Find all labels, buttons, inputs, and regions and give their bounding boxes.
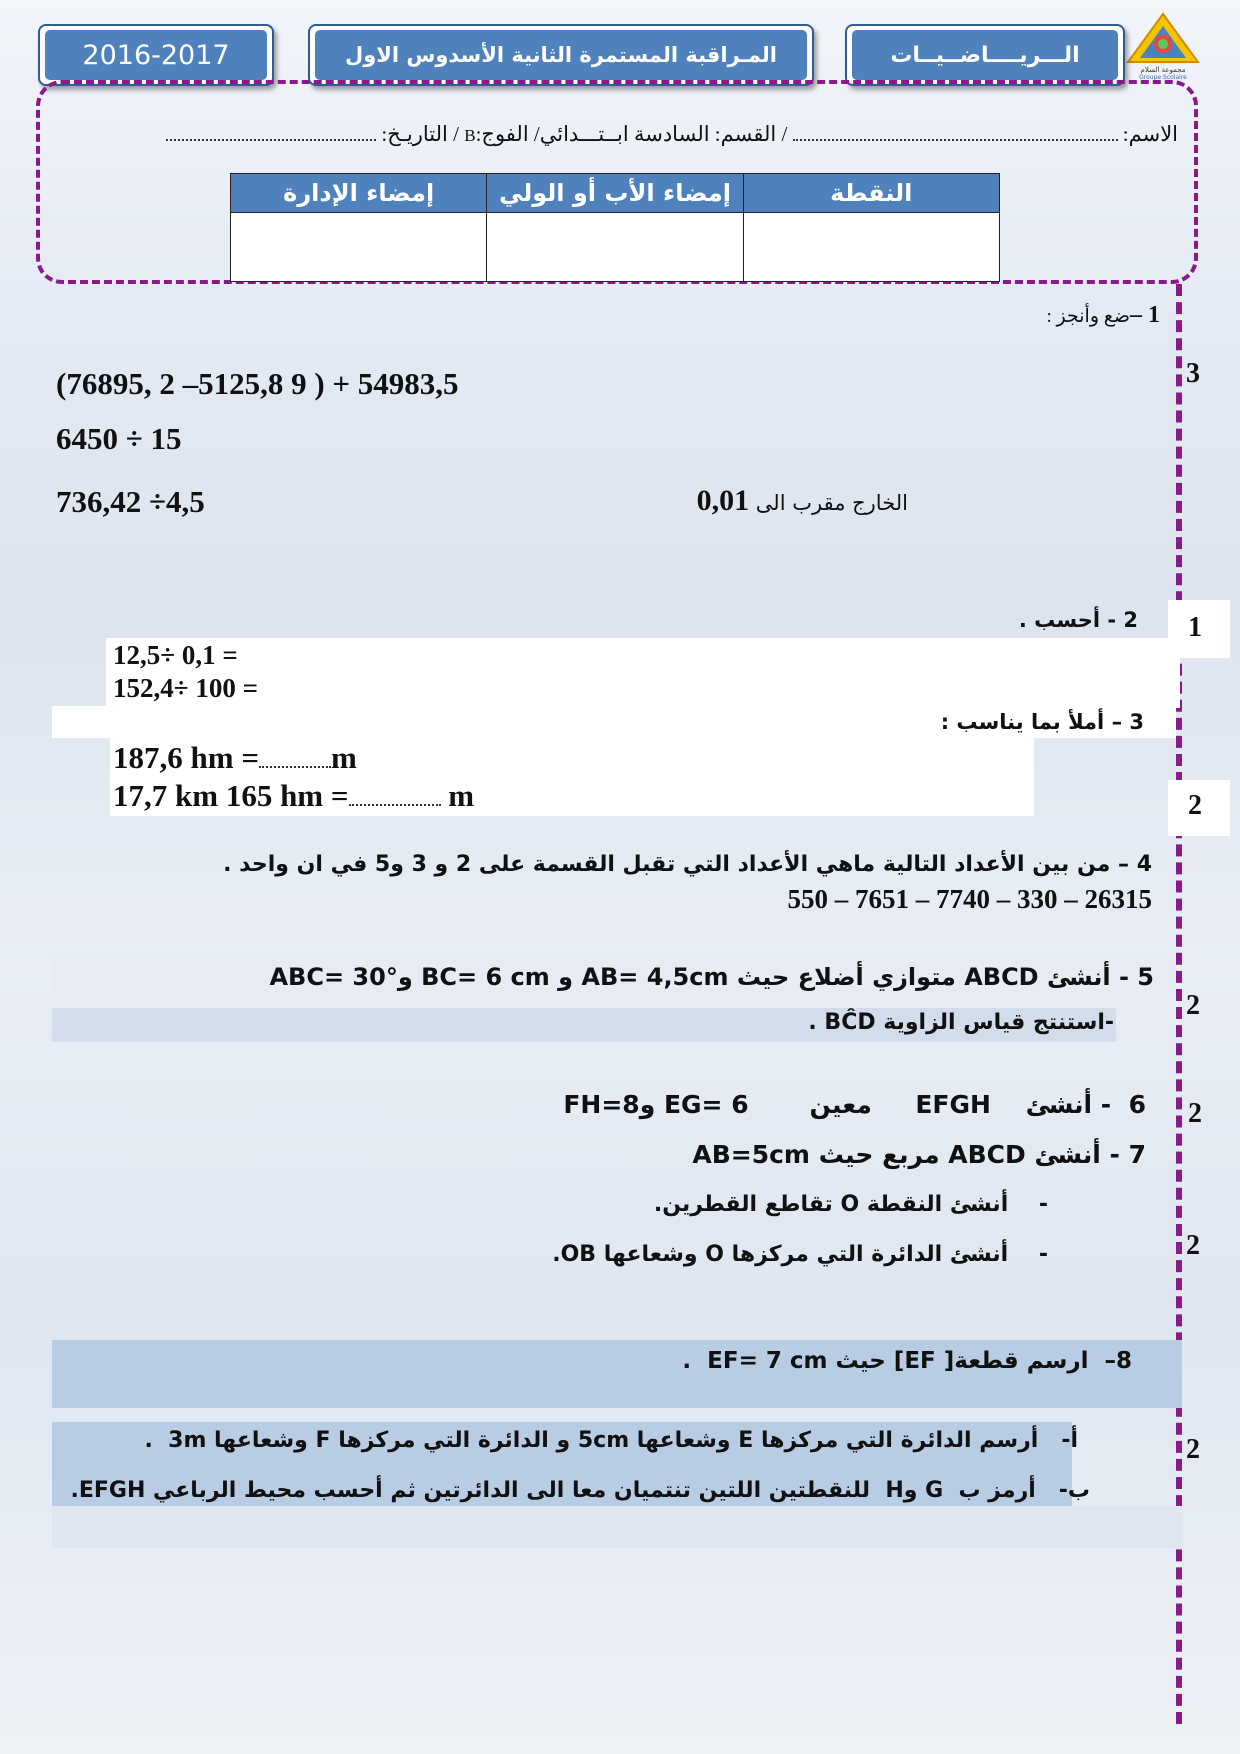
q1-number: 1 – [1130, 302, 1160, 328]
q1-rounding-note [683, 484, 908, 518]
q1-title: ضع وأنجز : [1046, 306, 1130, 327]
q1-heading [1046, 302, 1160, 329]
q7-score: 2 [1186, 1230, 1200, 1261]
class-label: / القسم: السادسة ابــتـــدائي/ الفوج: [475, 122, 788, 146]
q1-score: 3 [1186, 358, 1200, 389]
q8-title: 8– ارسم قطعة[ EF] حيث EF= 7 cm . [682, 1348, 1132, 1374]
q2-title: 2 - أحسب . [1018, 608, 1138, 632]
q8-score: 2 [1186, 1434, 1200, 1465]
q4-numbers: 550 – 7651 – 7740 – 330 – 26315 [787, 884, 1152, 914]
grade-cell[interactable] [743, 213, 999, 282]
q5-sub: -استنتج قياس الزاوية BĈD . [808, 1010, 1114, 1035]
q2-line-1: 12,5÷ 0,1 = [113, 640, 238, 670]
subject-title: الـــريــــاضــيــات [890, 42, 1080, 68]
q3-answer-1[interactable] [259, 766, 331, 768]
q1-expression-3: 736,42 ÷4,5 [56, 484, 205, 519]
group-value: B [464, 126, 476, 145]
q4-title: 4 – من بين الأعداد التالية ماهي الأعداد التي تقبل القسمة على 2 و 3 و5 في ان واحد . [223, 852, 1152, 877]
name-label: الاسم: [1122, 122, 1178, 146]
q5-score: 2 [1186, 990, 1200, 1021]
q1-expression-1: (76895, 2 –5125,8 9 ) + 54983,5 [56, 366, 459, 401]
q1-note-value: 0,01 [696, 484, 750, 517]
signature-table [230, 173, 1000, 282]
q6-score: 2 [1188, 1098, 1202, 1129]
parent-signature-cell[interactable] [487, 213, 743, 282]
date-label: / التاريـخ: [381, 122, 459, 146]
q8-item-b: ب- أرمز ب G وH للنقطتين اللتين تنتميان معا الى الدائرتين ثم أحسب محيط الرباعي EFGH. [70, 1478, 1090, 1503]
q3-line-2: 17,7 km 165 hm = m [113, 778, 475, 813]
year-box [38, 24, 274, 86]
school-logo [1126, 12, 1200, 80]
q1-note-label: الخارج مقرب الى [755, 491, 908, 515]
name-field[interactable] [793, 139, 1118, 141]
q7-item-2: - أنشئ الدائرة التي مركزها O وشعاعها OB. [552, 1242, 1048, 1267]
q3-answer-2[interactable] [349, 804, 441, 806]
q1-expression-2: 6450 ÷ 15 [56, 421, 182, 456]
q5-title: 5 - أنشئ ABCD متوازي أضلاع حيث AB= 4,5cm و BC= 6 cm و°ABC= 30 [269, 963, 1154, 991]
subject-box [845, 24, 1125, 86]
school-year: 2016-2017 [82, 39, 230, 71]
date-field[interactable] [166, 139, 376, 141]
q3-score: 2 [1188, 790, 1202, 821]
q3-title: 3 – أملأ بما يناسب : [940, 710, 1144, 734]
exam-title: المـراقبة المستمرة الثانية الأسدوس الاول [344, 43, 778, 67]
q8-item-a: أ- أرسم الدائرة التي مركزها E وشعاعها 5cm و الدائرة التي مركزها F وشعاعها 3m . [144, 1428, 1078, 1453]
q6-title: 6 - أنشئ EFGH معين EG= 6 وFH=8 [563, 1090, 1146, 1119]
q7-title: 7 - أنشئ ABCD مربع حيث AB=5cm [692, 1140, 1146, 1169]
exam-title-box [308, 24, 814, 86]
q3-line-1: 187,6 hm = m [113, 740, 357, 775]
svg-text:مجموعة السلام: مجموعة السلام [1140, 66, 1186, 74]
q2-line-2: 152,4÷ 100 = [113, 673, 258, 703]
parent-signature-header: إمضاء الأب أو الولي [487, 174, 743, 213]
admin-signature-cell[interactable] [231, 213, 487, 282]
q2-score: 1 [1188, 612, 1202, 643]
student-info-line [166, 122, 1178, 147]
grade-header: النقطة [743, 174, 999, 213]
q7-item-1: - أنشئ النقطة O تقاطع القطرين. [653, 1192, 1048, 1217]
admin-signature-header: إمضاء الإدارة [231, 174, 487, 213]
q2-box [106, 638, 1180, 708]
q8-lower-band [52, 1506, 1182, 1548]
svg-text:Groupe Scolaire: Groupe Scolaire [1139, 74, 1187, 80]
